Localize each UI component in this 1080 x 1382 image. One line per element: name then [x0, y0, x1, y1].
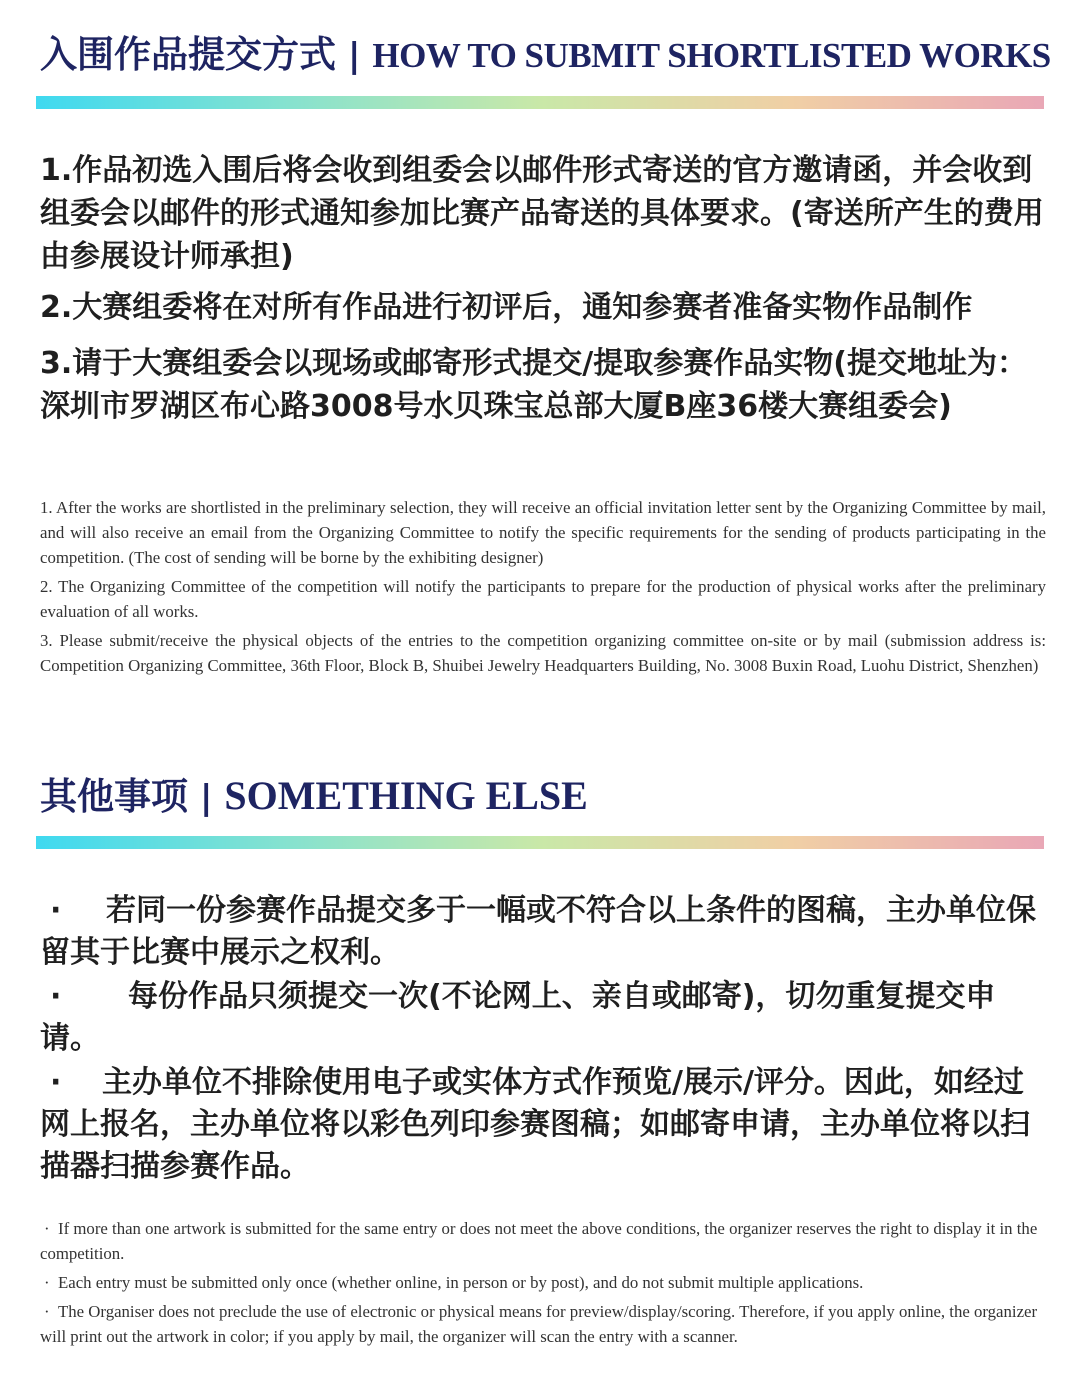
en-bullet-text: The Organiser does not preclude the use of electronic or physical means for preview/display/scoring. Therefore, if you apply online, the organizer will print out the artwork in color; if you apply by mail, the organizer will scan the entry with a scanner.	[40, 1302, 1038, 1346]
heading-en: HOW TO SUBMIT SHORTLISTED WORKS	[372, 36, 1051, 75]
bullet-dot: ·	[50, 979, 62, 1014]
en-bullet-text: Each entry must be submitted only once (whether online, in person or by post), and do not submit multiple applications.	[58, 1273, 864, 1292]
heading-separator: |	[200, 778, 213, 818]
section-heading	[40, 24, 1051, 74]
bullet-dot: ·	[50, 893, 62, 928]
gradient-divider	[36, 836, 1044, 849]
heading-separator: |	[348, 36, 361, 76]
cn-bullet-1	[40, 890, 1046, 974]
cn-item-3: 3.请于大赛组委会以现场或邮寄形式提交/提取参赛作品实物(提交地址为：深圳市罗湖区布心路3008号水贝珠宝总部大厦B座36楼大赛组委会)	[40, 346, 1027, 424]
cn-bullet-3	[40, 1062, 1046, 1188]
en-bullet-3	[40, 1299, 1048, 1349]
cn-bullet-text: 每份作品只须提交一次(不论网上、亲自或邮寄)，切勿重复提交申请。	[40, 979, 996, 1056]
cn-bullet-2	[40, 976, 1046, 1060]
heading-cn: 其他事项	[40, 775, 188, 818]
en-item-1: 1. After the works are shortlisted in the preliminary selection, they will receive an official invitation letter sent by the Organizing Committee by mail, and will also receive an email from the Organizing Committee to notify the specific requirements for the sending of products participating in the competition. (The cost of sending will be borne by the exhibiting designer)	[40, 498, 1046, 567]
en-item-3: 3. Please submit/receive the physical objects of the entries to the competition organizing committee on-site or by mail (submission address is: Competition Organizing Committee, 36th Floor, Block B, Shuibei Jewelry Headquarters Building, No. 3008 Buxin Road, Luohu District, Shenzhen)	[40, 631, 1046, 675]
bullet-dot: ·	[44, 1273, 50, 1292]
bullet-dot: ·	[44, 1302, 50, 1321]
cn-bullet-text: 主办单位不排除使用电子或实体方式作预览/展示/评分。因此，如经过网上报名，主办单位将以彩色列印参赛图稿；如邮寄申请，主办单位将以扫描器扫描参赛作品。	[40, 1065, 1030, 1184]
section-submission	[40, 0, 1051, 720]
gradient-divider	[36, 96, 1044, 109]
bullet-dot: ·	[50, 1065, 62, 1100]
heading-en: SOMETHING ELSE	[224, 773, 588, 818]
cn-bullet-text: 若同一份参赛作品提交多于一幅或不符合以上条件的图稿，主办单位保留其于比赛中展示之权利。	[40, 893, 1036, 970]
cn-item-2: 2.大赛组委将在对所有作品进行初评后，通知参赛者准备实物作品制作	[40, 290, 973, 325]
section-other	[40, 750, 1046, 1370]
en-bullet-text: If more than one artwork is submitted for the same entry or does not meet the above conditions, the organizer reserves the right to display it in the competition.	[40, 1219, 1038, 1263]
en-bullet-1	[40, 1216, 1048, 1266]
en-bullet-2	[40, 1270, 1048, 1295]
en-item-2: 2. The Organizing Committee of the competition will notify the participants to prepare for the production of physical works after the preliminary evaluation of all works.	[40, 577, 1046, 621]
heading-cn: 入围作品提交方式	[40, 33, 336, 76]
cn-item-1: 1.作品初选入围后将会收到组委会以邮件形式寄送的官方邀请函，并会收到组委会以邮件的形式通知参加比赛产品寄送的具体要求。(寄送所产生的费用由参展设计师承担)	[40, 153, 1044, 274]
bullet-dot: ·	[44, 1219, 50, 1238]
section-heading	[40, 766, 588, 816]
